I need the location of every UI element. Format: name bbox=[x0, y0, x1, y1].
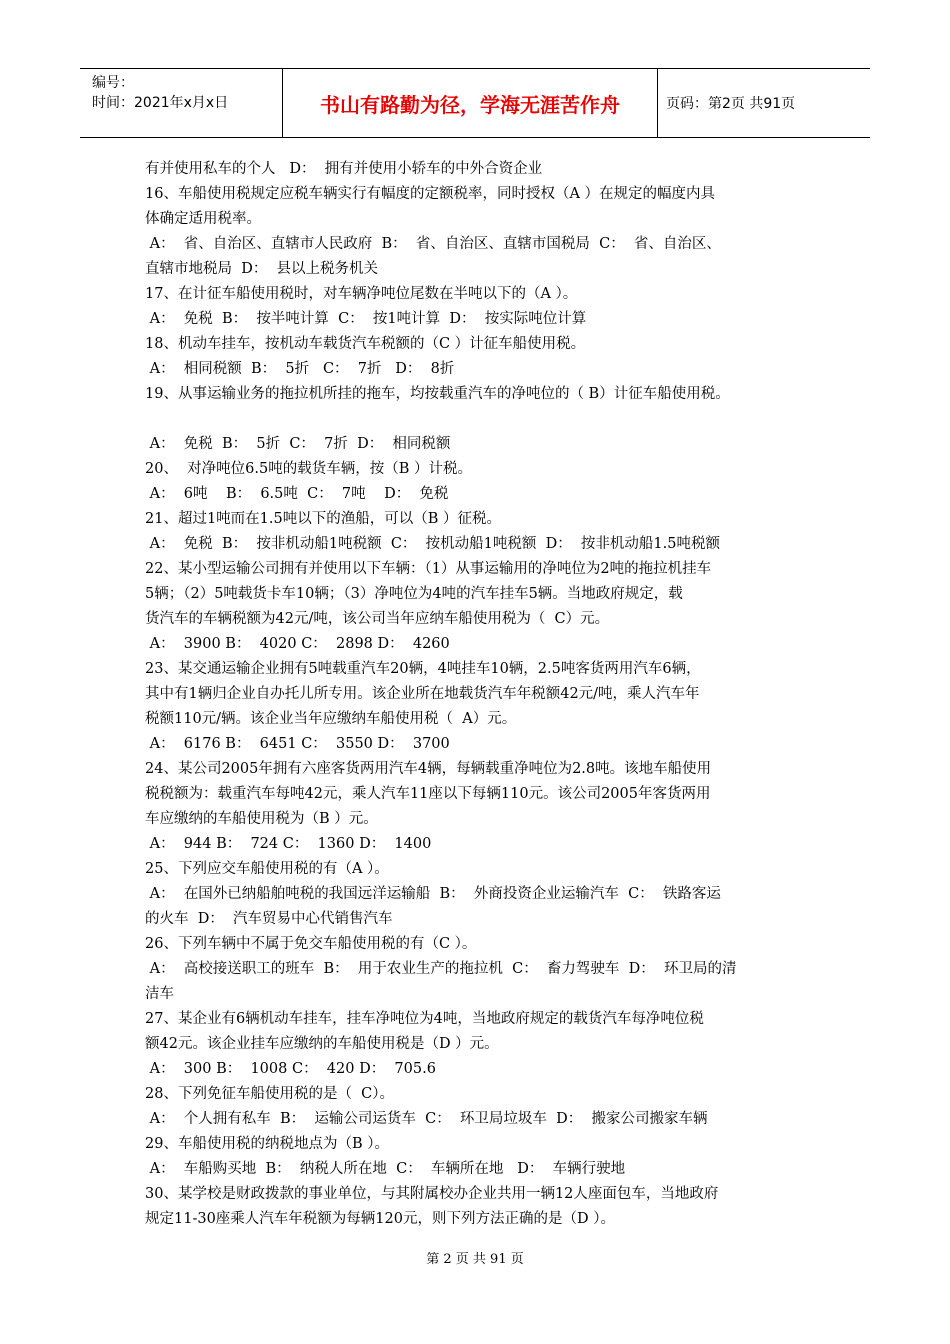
header-page-number: 页码：第2页 共91页 bbox=[666, 96, 796, 112]
header-meta bbox=[80, 69, 283, 137]
text-line: A： 个人拥有私车 B： 运输公司运货车 C： 环卫局垃圾车 D： 搬家公司搬家车辆 bbox=[145, 1111, 708, 1127]
text-line: 其中有1辆归企业自办托儿所专用。该企业所在地载货汽车年税额42元/吨，乘人汽车年 bbox=[145, 686, 700, 702]
text-line: 货汽车的车辆税额为42元/吨，该公司当年应纳车船使用税为（ C）元。 bbox=[145, 611, 610, 627]
text-line: 16、车船使用税规定应税车辆实行有幅度的定额税率，同时授权（A ）在规定的幅度内具 bbox=[145, 186, 716, 202]
text-line bbox=[145, 407, 810, 432]
text-line: 17、在计征车船使用税时，对车辆净吨位尾数在半吨以下的（A ）。 bbox=[145, 286, 578, 302]
text-line: A： 3900 B： 4020 C： 2898 D： 4260 bbox=[145, 636, 450, 652]
text-line: 21、超过1吨而在1.5吨以下的渔船，可以（B ）征税。 bbox=[145, 511, 501, 527]
text-line: 23、某交通运输企业拥有5吨载重汽车20辆，4吨挂车10辆，2.5吨客货两用汽车6辆， bbox=[145, 661, 701, 677]
text-line: 25、下列应交车船使用税的有（A ）。 bbox=[145, 861, 389, 877]
text-line: 体确定适用税率。 bbox=[145, 211, 261, 227]
text-line: 20、 对净吨位6.5吨的载货车辆，按（B ）计税。 bbox=[145, 461, 472, 477]
page-header bbox=[80, 68, 870, 138]
text-line: 26、下列车辆中不属于免交车船使用税的有（C ）。 bbox=[145, 936, 477, 952]
text-line: 24、某公司2005年拥有六座客货两用汽车4辆，每辆载重净吨位为2.8吨。该地车船使用 bbox=[145, 761, 712, 777]
text-line: 19、从事运输业务的拖拉机所挂的拖车，均按载重汽车的净吨位的（ B）计征车船使用税。 bbox=[145, 386, 730, 402]
text-line: A： 6吨 B： 6.5吨 C： 7吨 D： 免税 bbox=[145, 486, 449, 502]
text-line: A： 高校接送职工的班车 B： 用于农业生产的拖拉机 C： 畜力驾驶车 D： 环卫局的清 bbox=[145, 961, 737, 977]
text-line: A： 6176 B： 6451 C： 3550 D： 3700 bbox=[145, 736, 450, 752]
text-line: 30、某学校是财政拨款的事业单位，与其附属校办企业共用一辆12人座面包车，当地政府 bbox=[145, 1186, 719, 1202]
text-line: 18、机动车挂车，按机动车载货汽车税额的（C ）计征车船使用税。 bbox=[145, 336, 586, 352]
text-line: 27、某企业有6辆机动车挂车，挂车净吨位为4吨，当地政府规定的载货汽车每净吨位税 bbox=[145, 1011, 704, 1027]
text-line: 规定11-30座乘人汽车年税额为每辆120元，则下列方法正确的是（D ）。 bbox=[145, 1211, 615, 1227]
text-line: 额42元。该企业挂车应缴纳的车船使用税是（D ）元。 bbox=[145, 1036, 499, 1052]
text-line: 车应缴纳的车船使用税为（B ）元。 bbox=[145, 811, 378, 827]
text-line: A： 免税 B： 5折 C： 7折 D： 相同税额 bbox=[145, 436, 451, 452]
text-line: A： 省、自治区、直辖市人民政府 B： 省、自治区、直辖市国税局 C： 省、自治区、 bbox=[145, 236, 721, 252]
text-line: A： 免税 B： 按半吨计算 C： 按1吨计算 D： 按实际吨位计算 bbox=[145, 311, 587, 327]
text-line: 洁车 bbox=[145, 986, 174, 1002]
text-line: 税税额为：载重汽车每吨42元，乘人汽车11座以下每辆110元。该公司2005年客货两用 bbox=[145, 786, 711, 802]
page-footer: 第 2 页 共 91 页 bbox=[426, 1252, 524, 1267]
document-date: 时间：2021年x月x日 bbox=[92, 95, 229, 111]
text-line: 直辖市地税局 D： 县以上税务机关 bbox=[145, 261, 379, 277]
text-line: 5辆；（2）5吨载货卡车10辆；（3）净吨位为4吨的汽车挂车5辆。当地政府规定，载 bbox=[145, 586, 683, 602]
text-line: A： 车船购买地 B： 纳税人所在地 C： 车辆所在地 D： 车辆行驶地 bbox=[145, 1161, 626, 1177]
text-line: A： 300 B： 1008 C： 420 D： 705.6 bbox=[145, 1061, 436, 1077]
text-line: 28、下列免征车船使用税的是（ C）。 bbox=[145, 1086, 395, 1102]
text-line: 税额110元/辆。该企业当年应缴纳车船使用税（ A）元。 bbox=[145, 711, 517, 727]
text-line: A： 944 B： 724 C： 1360 D： 1400 bbox=[145, 836, 432, 852]
text-line: 29、车船使用税的纳税地点为（B ）。 bbox=[145, 1136, 389, 1152]
text-line: A： 在国外已纳船舶吨税的我国远洋运输船 B： 外商投资企业运输汽车 C： 铁路客运 bbox=[145, 886, 721, 902]
text-line: A： 免税 B： 按非机动船1吨税额 C： 按机动船1吨税额 D： 按非机动船1.5吨税额 bbox=[145, 536, 720, 552]
header-motto: 书山有路勤为径，学海无涯苦作舟 bbox=[283, 69, 658, 137]
text-line: 22、某小型运输公司拥有并使用以下车辆：（1）从事运输用的净吨位为2吨的拖拉机挂车 bbox=[145, 561, 712, 577]
text-line: 的火车 D： 汽车贸易中心代销售汽车 bbox=[145, 911, 393, 927]
text-line: 有并使用私车的个人 D： 拥有并使用小轿车的中外合资企业 bbox=[145, 161, 543, 177]
document-code-label: 编号： bbox=[92, 75, 134, 91]
text-line: A： 相同税额 B： 5折 C： 7折 D： 8折 bbox=[145, 361, 455, 377]
document-body bbox=[145, 157, 810, 1232]
